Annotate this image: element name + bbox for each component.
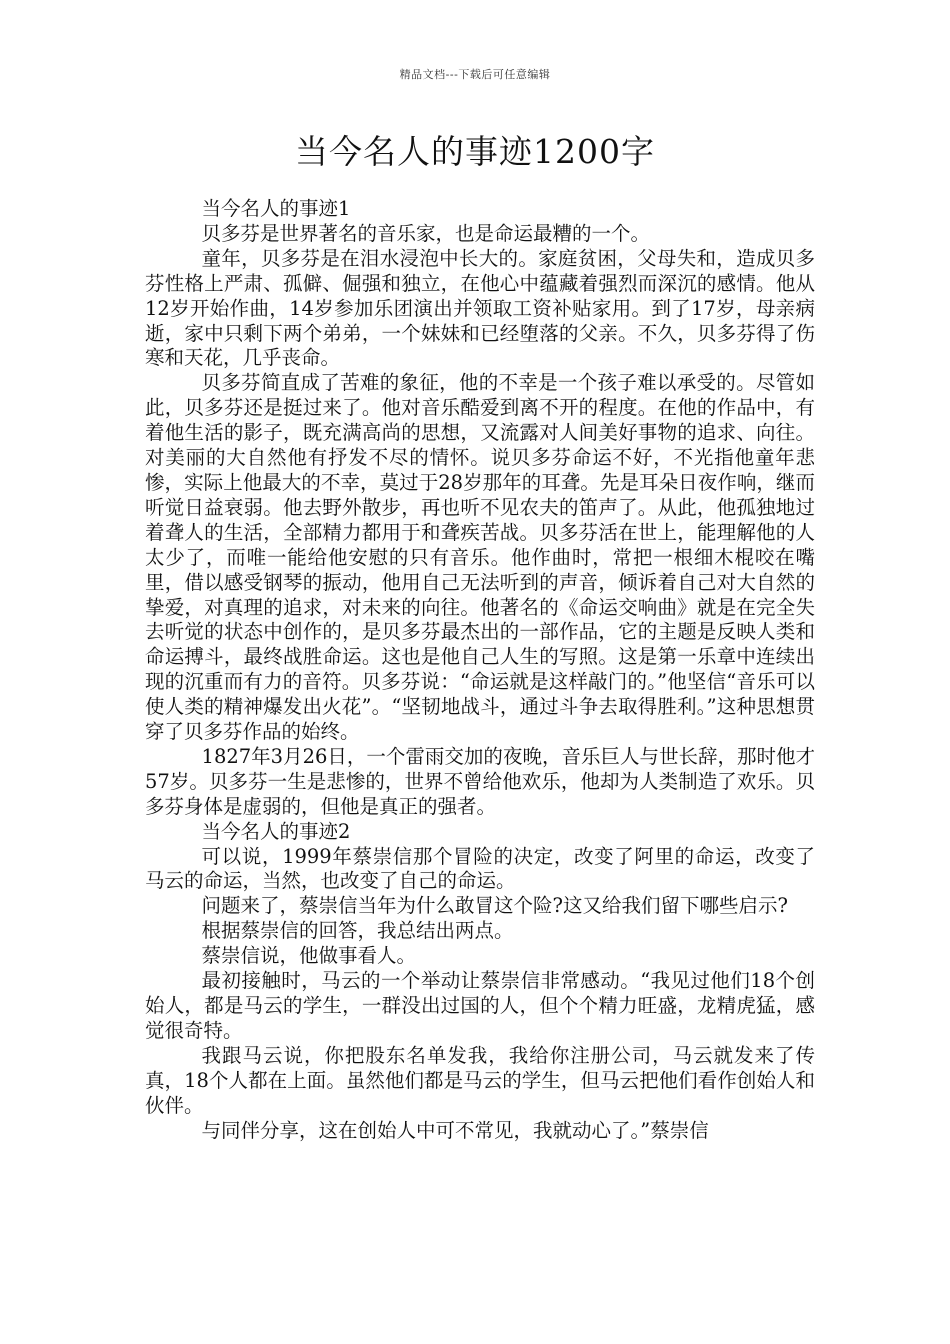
document-body bbox=[145, 197, 815, 1143]
paragraph: 根据蔡崇信的回答，我总结出两点。 bbox=[201, 919, 514, 943]
paragraph: 蔡崇信说，他做事看人。 bbox=[201, 944, 417, 968]
paragraph: 问题来了，蔡崇信当年为什么敢冒这个险?这又给我们留下哪些启示? bbox=[201, 894, 788, 918]
paragraph: 与同伴分享，这在创始人中可不常见，我就动心了。”蔡崇信 bbox=[201, 1118, 709, 1142]
paragraph: 1827年3月26日，一个雷雨交加的夜晚，音乐巨人与世长辞，那时他才57岁。贝多芬一生是悲惨的，世界不曾给他欢乐，他却为人类制造了欢乐。贝多芬身体是虚弱的，但他是真正的强者。 bbox=[145, 744, 815, 818]
header-note: 精品文档---下载后可任意编辑 bbox=[399, 68, 551, 81]
paragraph: 贝多芬简直成了苦难的象征，他的不幸是一个孩子难以承受的。尽管如此，贝多芬还是挺过来了。他对音乐酷爱到离不开的程度。在他的作品中，有着他生活的影子，既充满高尚的思想，又流露对人间美好事物的追求、向往。对美丽的大自然他有抒发不尽的情怀。说贝多芬命运不好，不光指他童年悲惨，实际上他最大的不幸，莫过于28岁那年的耳聋。先是耳朵日夜作响，继而听觉日益衰弱。他去野外散步，再也听不见农夫的笛声了。从此，他孤独地过着聋人的生活，全部精力都用于和聋疾苦战。贝多芬活在世上，能理解他的人太少了，而唯一能给他安慰的只有音乐。他作曲时，常把一根细木棍咬在嘴里，借以感受钢琴的振动，他用自己无法听到的声音，倾诉着自己对大自然的挚爱，对真理的追求，对未来的向往。他著名的《命运交响曲》就是在完全失去听觉的状态中创作的，是贝多芬最杰出的一部作品，它的主题是反映人类和命运搏斗，最终战胜命运。这也是他自己人生的写照。这是第一乐章中连续出现的沉重而有力的音符。贝多芬说：“命运就是这样敲门的。”他坚信“音乐可以使人类的精神爆发出火花”。“坚韧地战斗，通过斗争去取得胜利。”这种思想贯穿了贝多芬作品的始终。 bbox=[145, 371, 815, 744]
paragraph: 最初接触时，马云的一个举动让蔡崇信非常感动。“我见过他们18个创始人，都是马云的学生，一群没出过国的人，但个个精力旺盛，龙精虎猛，感觉很奇特。 bbox=[145, 969, 815, 1042]
paragraph: 我跟马云说，你把股东名单发我，我给你注册公司，马云就发来了传真，18个人都在上面。虽然他们都是马云的学生，但马云把他们看作创始人和伙伴。 bbox=[145, 1043, 815, 1117]
paragraph: 贝多芬是世界著名的音乐家，也是命运最糟的一个。 bbox=[201, 221, 651, 245]
paragraph: 童年，贝多芬是在泪水浸泡中长大的。家庭贫困，父母失和，造成贝多芬性格上严肃、孤僻、倔强和独立，在他心中蕴藏着强烈而深沉的感情。他从12岁开始作曲，14岁参加乐团演出并领取工资补贴家用。到了17岁，母亲病逝，家中只剩下两个弟弟，一个妹妹和已经堕落的父亲。不久，贝多芬得了伤寒和天花，几乎丧命。 bbox=[145, 246, 815, 370]
document-title: 当今名人的事迹1200字 bbox=[295, 132, 655, 171]
paragraph: 可以说，1999年蔡崇信那个冒险的决定，改变了阿里的命运，改变了马云的命运，当然，也改变了自己的命运。 bbox=[145, 844, 815, 893]
section-heading: 当今名人的事迹2 bbox=[201, 819, 351, 843]
section-heading: 当今名人的事迹1 bbox=[201, 197, 351, 220]
